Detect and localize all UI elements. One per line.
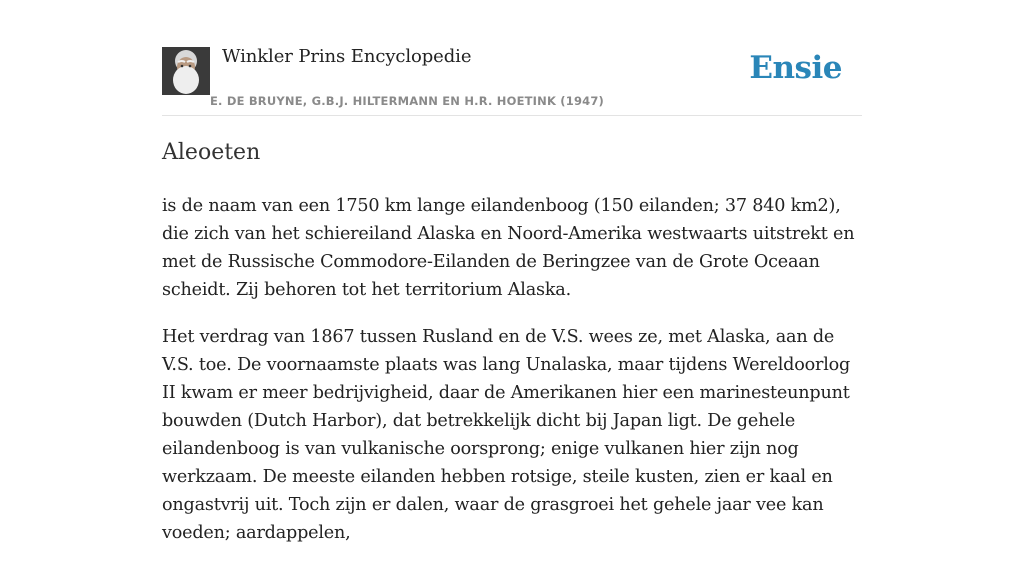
article-paragraph-2: Het verdrag van 1867 tussen Rusland en de V.S. wees ze, met Alaska, aan de V.S. toe. De voornaamste plaats was lang Unalaska, maar tijdens Wereldoorlog II kwam er meer bedrijvigheid, daar de Amerikanen hier een marinesteunpunt bouwden (Dutch Harbor), dat betrekkelijk dicht bij Japan ligt. De gehele eilandenboog is van vulkanische oorsprong; enige vulkanen hier zijn nog werkzaam. De meeste eilanden hebben rotsige, steile kusten, zien er kaal en ongastvrij uit. Toch zijn er dalen, waar de grasgroei het gehele jaar vee kan voeden; aardappelen,: [162, 327, 851, 543]
content-column: [162, 0, 862, 543]
authors-credit: E. DE BRUYNE, G.B.J. HILTERMANN EN H.R. HOETINK (1947): [210, 94, 605, 108]
site-header: [162, 0, 862, 116]
article-body: [162, 192, 862, 566]
author-portrait-icon[interactable]: [162, 47, 210, 95]
portrait-image: [162, 47, 210, 95]
article-title: Aleoeten: [162, 140, 261, 165]
article-paragraph-1: is de naam van een 1750 km lange eilandenboog (150 eilanden; 37 840 km2), die zich van het schiereiland Alaska en Noord-Amerika westwaarts uitstrekt en met de Russische Commodore-Eilanden de Beringzee van de Grote Oceaan scheidt. Zij behoren tot het territorium Alaska.: [162, 196, 855, 300]
ensie-logo-link[interactable]: Ensie: [749, 50, 842, 86]
site-title[interactable]: Winkler Prins Encyclopedie: [222, 46, 472, 67]
